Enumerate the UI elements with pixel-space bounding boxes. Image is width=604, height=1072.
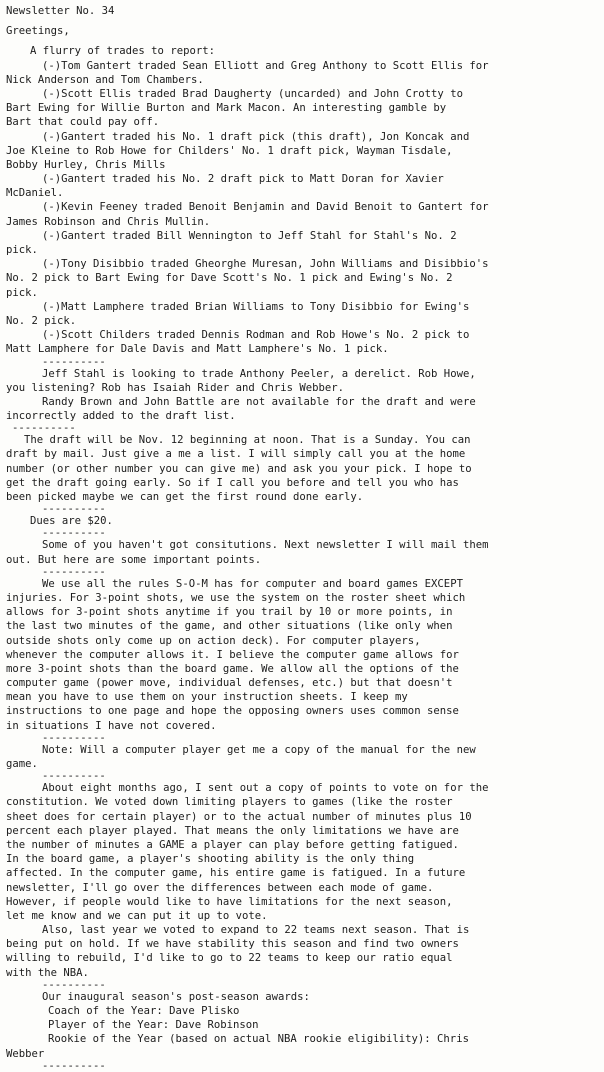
text-line: the last two minutes of the game, and other situations (like only when — [6, 620, 453, 633]
text-line: instructions to one page and hope the opposing owners uses common sense — [6, 705, 459, 718]
separator: ---------- — [12, 422, 76, 435]
text-line: in situations I have not covered. — [6, 719, 217, 732]
text-line: (-)Kevin Feeney traded Benoit Benjamin and David Benoit to Gantert for — [42, 201, 489, 214]
separator: ---------- — [42, 731, 106, 744]
text-line: Also, last year we voted to expand to 22 teams next season. That is — [42, 924, 470, 937]
rules-paragraph — [6, 577, 600, 733]
text-line: percent each player played. That means the only limitations we have are — [6, 824, 459, 837]
text-line: McDaniel. — [6, 187, 64, 200]
text-line: Bart Ewing for Willie Burton and Mark Macon. An interesting gamble by — [6, 102, 447, 115]
text-line: (-)Gantert traded his No. 2 draft pick to Matt Doran for Xavier — [42, 173, 444, 186]
text-line: No. 2 pick to Bart Ewing for Dave Scott's No. 1 pick and Ewing's No. 2 — [6, 272, 453, 285]
manual-note — [6, 743, 600, 771]
text-line: Joe Kleine to Rob Howe for Childers' No. 1 draft pick, Wayman Tisdale, — [6, 144, 453, 157]
text-line: constitution. We voted down limiting players to games (like the roster — [6, 796, 453, 809]
text-line: (-)Scott Ellis traded Brad Daugherty (uncarded) and John Crotty to — [42, 87, 463, 100]
text-line: been picked maybe we can get the first round done early. — [6, 491, 364, 503]
trades-intro: A flurry of trades to report: — [30, 45, 215, 58]
text-line: Some of you haven't got consitutions. Next newsletter I will mail them — [42, 539, 489, 552]
text-line: you listening? Rob has Isaiah Rider and Chris Webber. — [6, 381, 345, 394]
text-line: No. 2 pick. — [6, 314, 77, 327]
awards-intro: Our inaugural season's post-season awards: — [42, 990, 310, 1003]
trades-list — [6, 59, 600, 357]
text-line: allows for 3-point shots anytime if you trail by 10 or more points, in — [6, 606, 453, 619]
text-line: However, if people would like to have limitations for the next season, — [6, 895, 453, 908]
text-line: (-)Scott Childers traded Dennis Rodman and Rob Howe's No. 2 pick to — [42, 329, 470, 342]
text-line: with the NBA. — [6, 966, 89, 979]
text-line: draft by mail. Just give a me a list. I will simply call you at the home — [6, 448, 466, 461]
award-rookie-line: Webber — [6, 1047, 45, 1060]
text-line: Note: Will a computer player get me a copy of the manual for the new — [42, 743, 476, 756]
text-line: Nick Anderson and Tom Chambers. — [6, 73, 204, 86]
text-line: Jeff Stahl is looking to trade Anthony Peeler, a derelict. Rob Howe, — [42, 367, 476, 380]
separator: ---------- — [42, 527, 106, 540]
text-line: more 3-point shots than the board game. We allow all the options of the — [6, 662, 459, 675]
text-line: Matt Lamphere for Dale Davis and Matt Lamphere's No. 1 pick. — [6, 343, 389, 356]
text-line: get the draft going early. So if I call you before and tell you who has — [6, 476, 459, 489]
notices — [6, 367, 600, 424]
text-line: pick. — [6, 244, 38, 256]
text-line: We use all the rules S-O-M has for computer and board games EXCEPT — [42, 577, 463, 590]
text-line: game. — [6, 758, 38, 770]
text-line: Bart that could pay off. — [6, 116, 160, 129]
text-line: mean you have to use them on your instruction sheets. I keep my — [6, 691, 408, 704]
text-line: let me know and we can put it up to vote. — [6, 909, 268, 922]
text-line: willing to rebuild, I'd like to go to 22 teams to keep our ratio equal — [6, 952, 453, 965]
text-line: computer game (power move, individual defenses, etc.) but that doesn't — [6, 677, 453, 690]
separator: ---------- — [42, 355, 106, 368]
text-line: injuries. For 3-point shots, we use the system on the roster sheet which — [6, 591, 466, 604]
text-line: out. But here are some important points. — [6, 553, 262, 566]
separator: ---------- — [42, 565, 106, 578]
dues-notice: Dues are $20. — [30, 515, 113, 528]
text-line: (-)Gantert traded Bill Wennington to Jeff Stahl for Stahl's No. 2 — [42, 229, 457, 242]
text-line: sheet does for certain player) or to the actual number of minutes plus 10 — [6, 810, 472, 823]
text-line: The draft will be Nov. 12 beginning at noon. That is a Sunday. You can — [24, 434, 471, 447]
award-player: Player of the Year: Dave Robinson — [48, 1019, 259, 1032]
text-line: (-)Tony Disibbio traded Gheorghe Muresan, John Williams and Disibbio's — [42, 258, 489, 271]
text-line: newsletter, I'll go over the differences between each mode of game. — [6, 881, 434, 894]
newsletter-page — [6, 4, 600, 1071]
text-line: the number of minutes a GAME a player can play before getting fatigued. — [6, 838, 459, 851]
text-line: (-)Tom Gantert traded Sean Elliott and Greg Anthony to Scott Ellis for — [42, 59, 489, 72]
vote-paragraph — [6, 781, 600, 980]
text-line: (-)Gantert traded his No. 1 draft pick (this draft), Jon Koncak and — [42, 130, 470, 143]
text-line: number (or other number you can give me) and ask you your pick. I hope to — [6, 462, 472, 475]
text-line: affected. In the computer game, his entire game is fatigued. In a future — [6, 867, 466, 880]
text-line: being put on hold. If we have stability this season and find two owners — [6, 938, 459, 951]
separator: ---------- — [42, 503, 106, 516]
text-line: whenever the computer allows it. I believe the computer game allows for — [6, 648, 459, 661]
text-line: pick. — [6, 286, 38, 299]
separator: ---------- — [42, 978, 106, 991]
text-line: James Robinson and Chris Mullin. — [6, 215, 211, 228]
text-line: About eight months ago, I sent out a copy of points to vote on for the — [42, 782, 489, 795]
newsletter-title: Newsletter No. 34 — [6, 5, 115, 17]
text-line: incorrectly added to the draft list. — [6, 410, 236, 423]
text-line: Bobby Hurley, Chris Mills — [6, 158, 166, 171]
award-coach: Coach of the Year: Dave Plisko — [48, 1005, 240, 1017]
text-line: Randy Brown and John Battle are not available for the draft and were — [42, 395, 476, 408]
text-line: outside shots only come up on action deck). For computer players, — [6, 634, 421, 647]
award-rookie-line: Rookie of the Year (based on actual NBA rookie eligibility): Chris — [48, 1033, 469, 1046]
greeting: Greetings, — [6, 25, 70, 38]
text-line: In the board game, a player's shooting ability is the only thing — [6, 853, 415, 866]
constitution-intro — [6, 538, 600, 566]
separator: ---------- — [42, 770, 106, 783]
text-line: (-)Matt Lamphere traded Brian Williams to Tony Disibbio for Ewing's — [42, 300, 470, 313]
separator: ---------- — [42, 1059, 106, 1072]
draft-announcement — [6, 433, 600, 504]
